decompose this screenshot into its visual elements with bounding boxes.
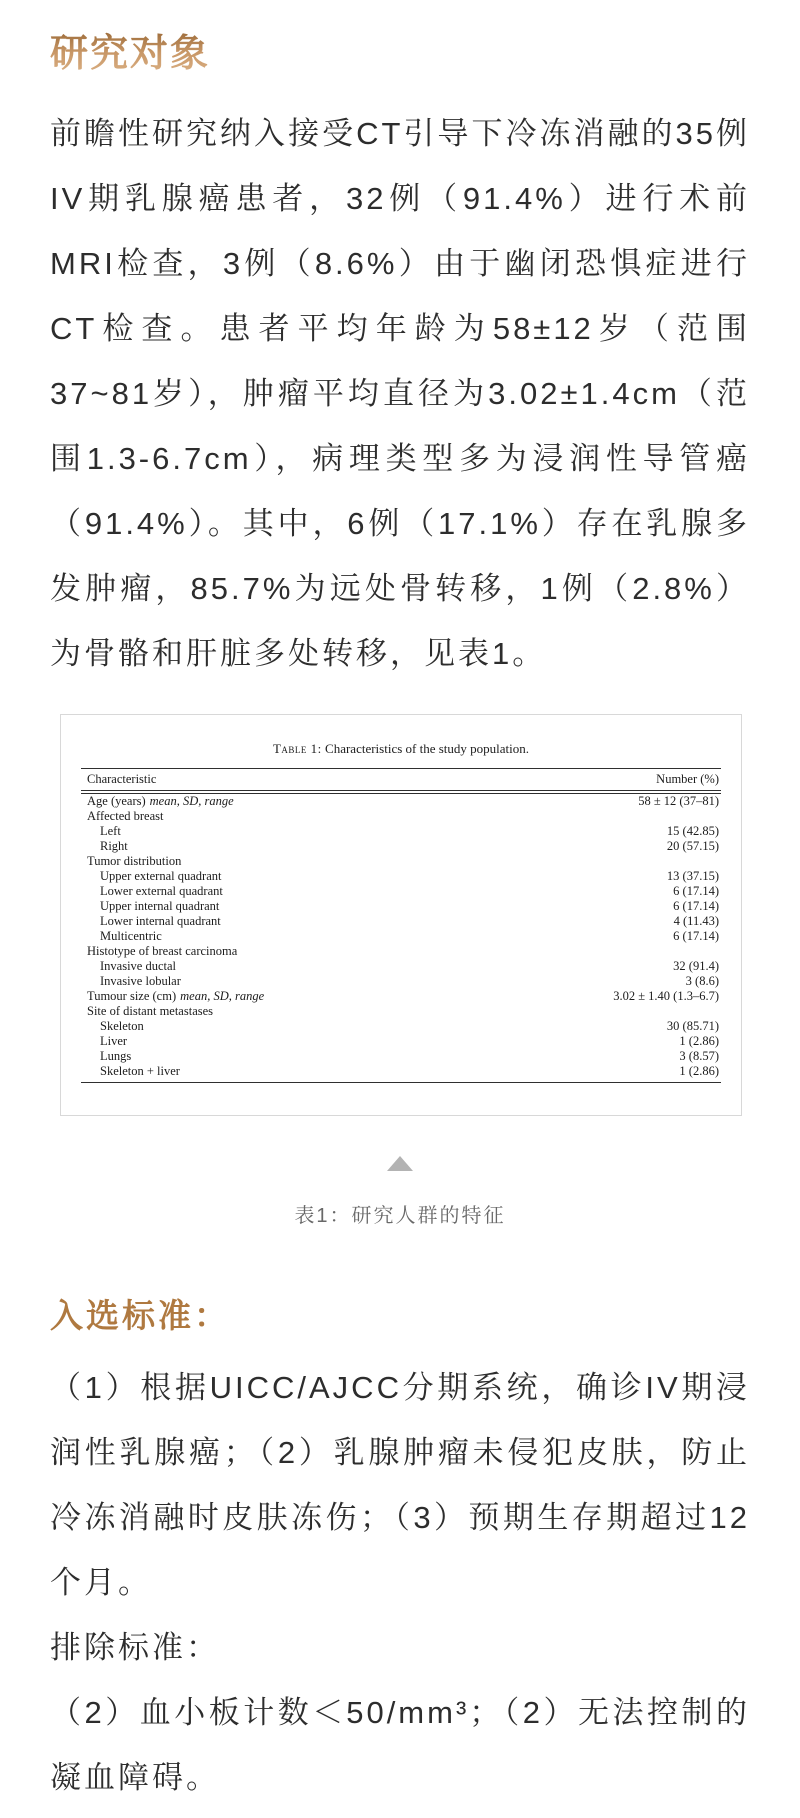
row-label: Lower external quadrant bbox=[100, 884, 223, 898]
row-label: Histotype of breast carcinoma bbox=[87, 944, 238, 958]
row-value: 20 (57.15) bbox=[666, 839, 719, 853]
row-value: 3.02 ± 1.40 (1.3–6.7) bbox=[613, 989, 719, 1003]
row-label: Age (years) mean, SD, range bbox=[87, 794, 234, 808]
row-label: Right bbox=[100, 839, 128, 853]
table-row bbox=[81, 989, 721, 1004]
row-label: Affected breast bbox=[87, 809, 164, 823]
row-value: 6 (17.14) bbox=[673, 884, 719, 898]
row-value: 6 (17.14) bbox=[673, 899, 719, 913]
table-row bbox=[81, 869, 721, 884]
row-label: Multicentric bbox=[100, 929, 162, 943]
table-row bbox=[81, 974, 721, 989]
table-row bbox=[81, 944, 721, 959]
table-row bbox=[81, 809, 721, 824]
table-row bbox=[81, 824, 721, 839]
row-value: 13 (37.15) bbox=[666, 869, 719, 883]
row-label: Upper internal quadrant bbox=[100, 899, 220, 913]
row-value: 15 (42.85) bbox=[666, 824, 719, 838]
table-row bbox=[81, 854, 721, 869]
row-label: Lungs bbox=[100, 1049, 132, 1063]
table-title-label: Table 1: bbox=[272, 741, 322, 756]
section-title-inclusion-criteria: 入选标准： bbox=[50, 1297, 230, 1334]
section-title-study-subjects: 研究对象 bbox=[50, 22, 750, 77]
table-row bbox=[81, 959, 721, 974]
exclusion-criteria-paragraph: （2）血小板计数＜50/mm³；（2）无法控制的凝血障碍。 bbox=[50, 1695, 750, 1795]
table-row bbox=[81, 884, 721, 899]
row-label: Tumour size (cm) mean, SD, range bbox=[87, 989, 265, 1003]
table-header-row bbox=[81, 769, 721, 794]
row-label: Liver bbox=[100, 1034, 128, 1048]
row-label: Tumor distribution bbox=[87, 854, 182, 868]
row-value: 3 (8.6) bbox=[685, 974, 719, 988]
table-caption-chinese: 表1：研究人群的特征 bbox=[294, 1205, 506, 1227]
row-label: Invasive ductal bbox=[100, 959, 177, 973]
article-body bbox=[0, 22, 800, 1810]
row-label: Site of distant metastases bbox=[87, 1004, 214, 1018]
row-label: Invasive lobular bbox=[100, 974, 181, 988]
row-value: 4 (11.43) bbox=[673, 914, 719, 928]
exclusion-criteria-title: 排除标准： bbox=[50, 1630, 220, 1665]
column-header-number: Number (%) bbox=[656, 772, 719, 786]
table-title bbox=[81, 741, 721, 757]
row-value: 1 (2.86) bbox=[679, 1064, 719, 1078]
table-row bbox=[81, 839, 721, 854]
table-figure bbox=[60, 714, 742, 1116]
row-value: 32 (91.4) bbox=[673, 959, 719, 973]
table-row bbox=[81, 1034, 721, 1049]
row-value: 6 (17.14) bbox=[673, 929, 719, 943]
row-label: Upper external quadrant bbox=[100, 869, 222, 883]
row-value: 30 (85.71) bbox=[666, 1019, 719, 1033]
row-value: 3 (8.57) bbox=[679, 1049, 719, 1063]
table-row bbox=[81, 899, 721, 914]
table-row bbox=[81, 1019, 721, 1034]
row-value: 58 ± 12 (37–81) bbox=[638, 794, 719, 808]
row-label: Left bbox=[100, 824, 121, 838]
row-label: Lower internal quadrant bbox=[100, 914, 221, 928]
table-row bbox=[81, 794, 721, 809]
row-label: Skeleton bbox=[100, 1019, 144, 1033]
column-header-characteristic: Characteristic bbox=[87, 772, 157, 786]
table-title-text: Characteristics of the study population. bbox=[321, 741, 530, 756]
study-paragraph: 前瞻性研究纳入接受CT引导下冷冻消融的35例IV期乳腺癌患者，32例（91.4%）进行术前MRI检查，3例（8.6%）由于幽闭恐惧症进行CT检查。患者平均年龄为58±12岁（范围37~81岁），肿瘤平均直径为3.02±1.4cm（范围1.3-6.7cm），病理类型多为浸润性导管癌（91.4%）。其中，6例（17.1%）存在乳腺多发肿瘤，85.7%为远处骨转移，1例（2.8%）为骨骼和肝脏多处转移，见表1。 bbox=[50, 116, 750, 671]
table-row bbox=[81, 929, 721, 944]
collapse-triangle-icon bbox=[387, 1156, 413, 1171]
row-label: Skeleton + liver bbox=[100, 1064, 180, 1078]
table-row bbox=[81, 1004, 721, 1019]
row-value: 1 (2.86) bbox=[679, 1034, 719, 1048]
study-population-table bbox=[81, 768, 721, 1083]
inclusion-criteria-paragraph: （1）根据UICC/AJCC分期系统，确诊IV期浸润性乳腺癌；（2）乳腺肿瘤未侵犯皮肤，防止冷冻消融时皮肤冻伤；（3）预期生存期超过12个月。 bbox=[50, 1370, 750, 1600]
table-row bbox=[81, 1064, 721, 1082]
table-row bbox=[81, 914, 721, 929]
table-row bbox=[81, 1049, 721, 1064]
